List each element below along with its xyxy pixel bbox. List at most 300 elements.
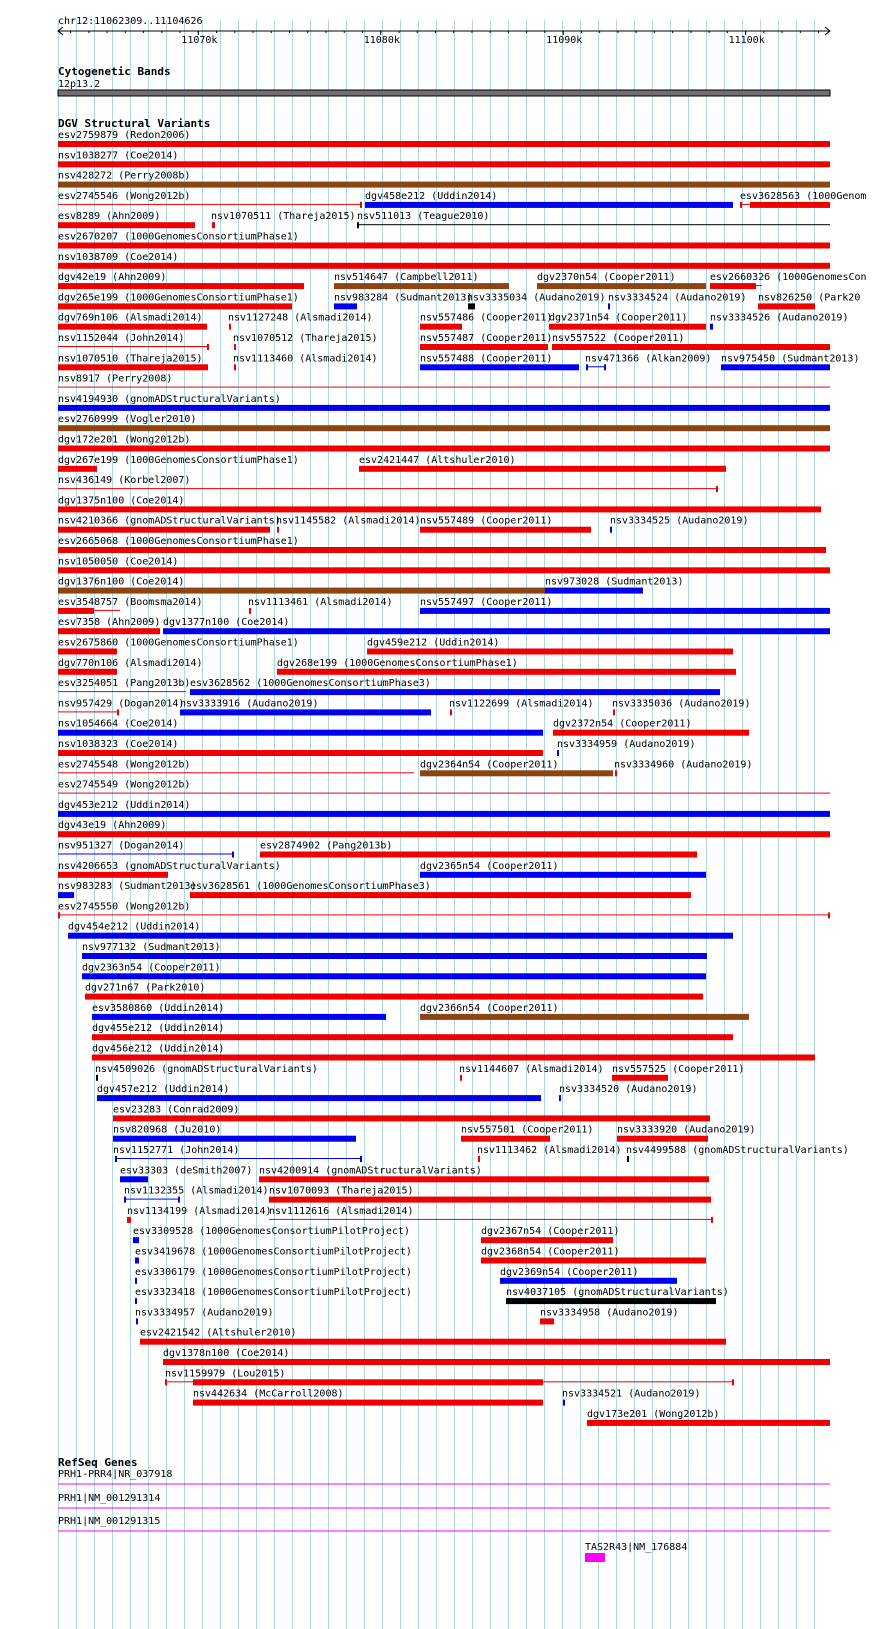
dgv-feature-glyph[interactable] — [500, 1278, 677, 1284]
dgv-feature-glyph[interactable] — [543, 1381, 732, 1382]
dgv-feature-glyph[interactable] — [58, 669, 117, 675]
dgv-feature-glyph[interactable] — [207, 344, 209, 350]
dgv-feature[interactable] — [562, 1389, 700, 1406]
dgv-feature-glyph[interactable] — [612, 1075, 668, 1081]
dgv-feature[interactable] — [58, 861, 281, 878]
dgv-feature-label: dgv2363n54 (Cooper2011) — [82, 962, 221, 974]
dgv-feature-glyph[interactable] — [58, 730, 543, 736]
dgv-feature[interactable] — [248, 597, 393, 614]
refseq-gene[interactable] — [58, 1469, 830, 1484]
dgv-feature-label: esv8289 (Ahn2009) — [58, 211, 161, 223]
dgv-feature-glyph[interactable] — [58, 243, 830, 249]
dgv-feature-glyph[interactable] — [165, 1379, 167, 1385]
dgv-feature[interactable] — [608, 292, 746, 309]
dgv-feature-glyph[interactable] — [721, 364, 830, 370]
dgv-feature-glyph[interactable] — [180, 709, 431, 715]
dgv-feature-glyph[interactable] — [420, 527, 591, 533]
dgv-feature-label: dgv172e201 (Wong2012b) — [58, 434, 191, 446]
dgv-feature[interactable] — [334, 272, 509, 289]
dgv-feature-glyph[interactable] — [193, 1379, 543, 1385]
dgv-feature[interactable] — [58, 191, 362, 208]
dgv-feature[interactable] — [58, 292, 299, 309]
dgv-feature-glyph[interactable] — [135, 1298, 137, 1304]
dgv-feature-glyph[interactable] — [711, 1217, 713, 1223]
dgv-feature-glyph[interactable] — [367, 649, 733, 655]
dgv-feature-glyph[interactable] — [506, 1298, 716, 1304]
dgv-feature[interactable] — [506, 1287, 729, 1304]
dgv-feature-glyph[interactable] — [60, 914, 828, 915]
dgv-feature-glyph[interactable] — [127, 1217, 131, 1223]
dgv-feature-glyph[interactable] — [750, 202, 830, 208]
dgv-feature-glyph[interactable] — [58, 811, 830, 817]
dgv-feature-glyph[interactable] — [563, 1400, 565, 1406]
dgv-feature[interactable] — [334, 292, 472, 309]
dgv-feature[interactable] — [481, 1247, 706, 1264]
dgv-feature-glyph[interactable] — [277, 527, 279, 533]
dgv-feature-glyph[interactable] — [212, 222, 215, 228]
dgv-feature[interactable] — [365, 191, 733, 208]
dgv-feature-label: nsv1112616 (Alsmadi2014) — [269, 1205, 414, 1217]
dgv-feature-glyph[interactable] — [58, 263, 830, 269]
dgv-feature[interactable] — [58, 800, 830, 817]
dgv-feature-glyph[interactable] — [82, 973, 706, 979]
dgv-feature-glyph[interactable] — [115, 1156, 117, 1162]
dgv-feature-glyph[interactable] — [334, 283, 509, 289]
dgv-feature-glyph[interactable] — [468, 303, 475, 309]
ruler-tick-label: 11080k — [363, 35, 400, 46]
dgv-feature[interactable] — [92, 1023, 733, 1040]
dgv-feature-glyph[interactable] — [357, 222, 359, 228]
dgv-feature[interactable] — [58, 232, 830, 249]
dgv-feature-glyph[interactable] — [742, 204, 750, 205]
dgv-feature-label: dgv453e212 (Uddin2014) — [58, 799, 191, 811]
dgv-feature-glyph[interactable] — [58, 793, 830, 794]
dgv-feature[interactable] — [367, 638, 733, 655]
dgv-feature[interactable] — [545, 577, 683, 594]
dgv-feature[interactable] — [58, 719, 543, 736]
dgv-feature-glyph[interactable] — [58, 488, 716, 489]
dgv-feature[interactable] — [710, 313, 848, 330]
dgv-feature[interactable] — [710, 272, 867, 289]
dgv-feature[interactable] — [740, 191, 866, 208]
dgv-feature-list — [58, 130, 867, 1426]
dgv-feature[interactable] — [420, 597, 830, 614]
dgv-feature-glyph[interactable] — [190, 892, 691, 898]
cytoband-bar[interactable] — [58, 90, 830, 96]
dgv-feature[interactable] — [481, 1226, 619, 1243]
dgv-feature-glyph[interactable] — [277, 669, 736, 675]
dgv-feature-glyph[interactable] — [163, 628, 830, 634]
dgv-feature-glyph[interactable] — [58, 364, 208, 370]
dgv-feature-glyph[interactable] — [58, 204, 360, 205]
dgv-feature-label: esv3628561 (1000GenomesConsortiumPhase3) — [190, 881, 431, 893]
dgv-feature-glyph[interactable] — [588, 366, 604, 367]
dgv-feature-glyph[interactable] — [58, 141, 830, 147]
dgv-feature[interactable] — [113, 1125, 356, 1142]
dgv-feature-glyph[interactable] — [259, 1176, 709, 1182]
dgv-feature[interactable] — [190, 881, 691, 898]
dgv-feature-label: dgv455e212 (Uddin2014) — [92, 1023, 225, 1035]
dgv-feature-label: nsv4210366 (gnomADStructuralVariants) — [58, 515, 281, 527]
dgv-feature[interactable] — [135, 1307, 273, 1324]
dgv-feature[interactable] — [260, 841, 697, 858]
dgv-feature-glyph[interactable] — [92, 1014, 386, 1020]
dgv-feature-glyph[interactable] — [92, 1034, 733, 1040]
dgv-feature-label: nsv1113460 (Alsmadi2014) — [233, 353, 378, 365]
dgv-feature-label: dgv2370n54 (Cooper2011) — [537, 272, 676, 284]
dgv-feature-glyph[interactable] — [97, 1095, 541, 1101]
dgv-feature[interactable] — [58, 455, 299, 472]
dgv-feature[interactable] — [58, 374, 830, 388]
dgv-feature-glyph[interactable] — [460, 1075, 462, 1081]
dgv-feature[interactable] — [540, 1307, 678, 1324]
dgv-feature[interactable] — [140, 1328, 726, 1345]
dgv-feature-glyph[interactable] — [58, 691, 186, 692]
dgv-feature-glyph[interactable] — [610, 527, 612, 533]
refseq-gene-exon[interactable] — [585, 1553, 605, 1562]
dgv-feature-glyph[interactable] — [360, 1156, 362, 1162]
dgv-feature-glyph[interactable] — [420, 1014, 749, 1020]
dgv-feature[interactable] — [58, 577, 545, 594]
cytoband-track-title: Cytogenetic Bands — [58, 65, 171, 78]
dgv-feature-glyph[interactable] — [552, 344, 830, 350]
dgv-feature-glyph[interactable] — [420, 872, 706, 878]
dgv-feature-glyph[interactable] — [450, 709, 452, 715]
dgv-feature-glyph[interactable] — [269, 1219, 711, 1220]
dgv-feature-glyph[interactable] — [58, 772, 414, 773]
dgv-feature-label: nsv3334959 (Audano2019) — [557, 739, 696, 750]
dgv-feature[interactable] — [58, 333, 209, 350]
ruler-track — [58, 16, 830, 46]
dgv-feature[interactable] — [58, 516, 281, 533]
dgv-feature-label: esv33303 (deSmith2007) — [120, 1165, 253, 1177]
dgv-feature-glyph[interactable] — [481, 1258, 706, 1264]
dgv-feature[interactable] — [135, 1247, 412, 1264]
dgv-feature-glyph[interactable] — [740, 202, 742, 208]
dgv-feature-glyph[interactable] — [587, 1420, 830, 1426]
dgv-feature[interactable] — [58, 353, 208, 370]
dgv-feature-label: dgv459e212 (Uddin2014) — [367, 637, 500, 649]
dgv-feature-glyph[interactable] — [193, 1400, 543, 1406]
dgv-feature-glyph[interactable] — [478, 1156, 480, 1162]
dgv-feature-glyph[interactable] — [163, 1359, 830, 1365]
dgv-feature-label: nsv557501 (Cooper2011) — [461, 1124, 594, 1136]
dgv-feature[interactable] — [58, 313, 207, 330]
dgv-feature-glyph[interactable] — [96, 1075, 98, 1081]
dgv-feature[interactable] — [135, 1267, 412, 1284]
dgv-feature[interactable] — [587, 1409, 830, 1426]
dgv-feature-glyph[interactable] — [58, 608, 94, 614]
dgv-feature-label: nsv557522 (Cooper2011) — [552, 333, 685, 344]
dgv-feature-glyph[interactable] — [120, 1176, 148, 1182]
dgv-feature-glyph[interactable] — [58, 405, 830, 411]
dgv-feature[interactable] — [420, 1003, 749, 1020]
dgv-feature-glyph[interactable] — [140, 1339, 726, 1345]
dgv-feature-glyph[interactable] — [758, 303, 815, 309]
dgv-feature-glyph[interactable] — [124, 1197, 126, 1203]
dgv-feature-label: esv3419678 (1000GenomesConsortiumPilotProject) — [135, 1246, 412, 1258]
dgv-feature-glyph[interactable] — [58, 588, 545, 594]
dgv-feature[interactable] — [277, 658, 736, 675]
dgv-feature[interactable] — [58, 617, 160, 634]
dgv-feature-glyph[interactable] — [334, 303, 357, 309]
dgv-feature-glyph[interactable] — [234, 364, 236, 370]
dgv-feature-glyph[interactable] — [133, 1237, 139, 1243]
dgv-feature[interactable] — [420, 313, 552, 330]
dgv-feature[interactable] — [420, 353, 579, 370]
dgv-feature-glyph[interactable] — [94, 610, 120, 611]
dgv-feature[interactable] — [163, 1348, 830, 1365]
dgv-feature-glyph[interactable] — [716, 486, 718, 492]
dgv-feature[interactable] — [721, 353, 859, 370]
dgv-feature-glyph[interactable] — [58, 872, 168, 878]
dgv-feature-glyph[interactable] — [549, 324, 706, 330]
dgv-feature-label: dgv2372n54 (Cooper2011) — [553, 718, 692, 730]
dgv-feature-glyph[interactable] — [135, 1258, 139, 1264]
dgv-feature[interactable] — [420, 516, 591, 533]
dgv-feature-glyph[interactable] — [58, 446, 830, 452]
dgv-feature[interactable] — [612, 698, 750, 715]
dgv-feature[interactable] — [85, 983, 703, 1000]
dgv-feature-glyph[interactable] — [82, 953, 707, 959]
dgv-feature[interactable] — [58, 901, 830, 918]
dgv-feature-glyph[interactable] — [481, 1237, 613, 1243]
dgv-feature[interactable] — [58, 211, 195, 228]
dgv-feature-glyph[interactable] — [126, 1199, 178, 1200]
dgv-feature[interactable] — [58, 638, 299, 655]
dgv-feature-glyph[interactable] — [613, 709, 615, 715]
dgv-feature[interactable] — [537, 272, 706, 289]
dgv-feature[interactable] — [58, 272, 304, 289]
dgv-feature-glyph[interactable] — [117, 709, 119, 715]
dgv-feature-glyph[interactable] — [828, 912, 830, 918]
dgv-feature-label: nsv4499588 (gnomADStructuralVariants) — [626, 1145, 849, 1156]
dgv-feature-glyph[interactable] — [58, 387, 830, 388]
dgv-feature-glyph[interactable] — [117, 1158, 360, 1159]
dgv-feature-glyph[interactable] — [58, 567, 830, 573]
dgv-feature-label: nsv1152771 (John2014) — [113, 1145, 240, 1156]
dgv-feature[interactable] — [552, 333, 830, 350]
dgv-feature-glyph[interactable] — [617, 1136, 708, 1142]
dgv-feature[interactable] — [58, 759, 414, 773]
dgv-feature-label: nsv820968 (Ju2010) — [113, 1124, 222, 1136]
dgv-feature[interactable] — [211, 211, 356, 228]
dgv-feature[interactable] — [549, 313, 706, 330]
dgv-feature-glyph[interactable] — [58, 161, 830, 167]
dgv-feature[interactable] — [233, 333, 378, 350]
dgv-feature-glyph[interactable] — [58, 854, 232, 855]
dgv-feature-glyph[interactable] — [135, 1278, 137, 1284]
dgv-feature[interactable] — [58, 841, 234, 858]
dgv-feature-glyph[interactable] — [359, 466, 726, 472]
dgv-feature[interactable] — [58, 556, 830, 573]
dgv-feature-glyph[interactable] — [58, 750, 543, 756]
dgv-feature-glyph[interactable] — [586, 364, 588, 370]
dgv-feature[interactable] — [449, 698, 594, 715]
dgv-feature-glyph[interactable] — [420, 324, 462, 330]
dgv-feature-label: esv2665068 (1000GenomesConsortiumPhase1) — [58, 536, 299, 547]
dgv-feature-label: dgv2369n54 (Cooper2011) — [500, 1266, 639, 1278]
dgv-feature-glyph[interactable] — [627, 1156, 629, 1162]
dgv-feature[interactable] — [58, 435, 830, 452]
dgv-feature-label: esv3309528 (1000GenomesConsortiumPilotProject) — [133, 1226, 410, 1238]
dgv-feature-glyph[interactable] — [58, 547, 826, 553]
dgv-feature-glyph[interactable] — [58, 628, 160, 634]
dgv-feature[interactable] — [135, 1287, 412, 1304]
dgv-feature[interactable] — [259, 1165, 709, 1182]
dgv-feature[interactable] — [58, 475, 718, 492]
dgv-feature[interactable] — [610, 516, 748, 533]
dgv-feature-glyph[interactable] — [113, 1136, 356, 1142]
dgv-feature-glyph[interactable] — [58, 527, 270, 533]
dgv-feature[interactable] — [58, 739, 543, 756]
dgv-feature[interactable] — [585, 353, 711, 370]
dgv-feature[interactable] — [58, 171, 830, 188]
dgv-feature-glyph[interactable] — [249, 608, 251, 614]
dgv-feature-label: dgv2365n54 (Cooper2011) — [420, 860, 559, 872]
dgv-feature-glyph[interactable] — [232, 852, 234, 858]
dgv-feature[interactable] — [500, 1267, 677, 1284]
dgv-feature[interactable] — [477, 1145, 622, 1162]
dgv-feature-glyph[interactable] — [58, 222, 195, 228]
dgv-feature-glyph[interactable] — [58, 912, 60, 918]
dgv-feature-glyph[interactable] — [58, 711, 117, 712]
dgv-feature[interactable] — [97, 1084, 541, 1101]
dgv-feature-glyph[interactable] — [540, 1318, 554, 1324]
dgv-feature-glyph[interactable] — [710, 283, 756, 289]
dgv-feature-glyph[interactable] — [420, 364, 579, 370]
dgv-feature[interactable] — [559, 1084, 697, 1101]
dgv-feature-glyph[interactable] — [58, 182, 830, 188]
dgv-feature-glyph[interactable] — [420, 608, 830, 614]
dgv-feature-glyph[interactable] — [557, 750, 559, 756]
dgv-feature-label: nsv1038709 (Coe2014) — [58, 251, 179, 263]
dgv-feature-glyph[interactable] — [365, 202, 733, 208]
dgv-feature[interactable] — [133, 1226, 410, 1243]
dgv-feature-glyph[interactable] — [359, 224, 830, 225]
dgv-feature-glyph[interactable] — [136, 1318, 138, 1324]
dgv-feature-label: dgv265e199 (1000GenomesConsortiumPhase1) — [58, 292, 299, 304]
dgv-feature-glyph[interactable] — [360, 202, 362, 208]
dgv-feature[interactable] — [459, 1064, 604, 1081]
dgv-feature-glyph[interactable] — [190, 689, 720, 695]
dgv-feature[interactable] — [461, 1125, 593, 1142]
dgv-feature-label: nsv975450 (Sudmant2013) — [721, 353, 860, 365]
dgv-feature-label: dgv271n67 (Park2010) — [85, 982, 206, 994]
dgv-feature-glyph[interactable] — [58, 892, 74, 898]
dgv-feature[interactable] — [228, 313, 373, 330]
dgv-feature[interactable] — [58, 678, 190, 692]
dgv-feature[interactable] — [113, 1104, 710, 1121]
dgv-feature-glyph[interactable] — [608, 303, 610, 309]
dgv-feature-label: nsv1070510 (Thareja2015) — [58, 353, 203, 365]
dgv-feature-glyph[interactable] — [756, 285, 762, 286]
dgv-feature[interactable] — [58, 820, 830, 837]
dgv-feature-glyph[interactable] — [260, 852, 697, 858]
dgv-feature[interactable] — [113, 1145, 362, 1162]
dgv-feature-glyph[interactable] — [113, 1115, 710, 1121]
dgv-feature[interactable] — [553, 719, 749, 736]
dgv-feature-glyph[interactable] — [58, 303, 292, 309]
dgv-feature[interactable] — [58, 394, 830, 411]
refseq-gene[interactable] — [58, 1516, 830, 1531]
refseq-gene[interactable] — [585, 1542, 687, 1562]
dgv-feature-glyph[interactable] — [234, 344, 236, 350]
dgv-feature[interactable] — [95, 1064, 318, 1081]
dgv-feature[interactable] — [58, 252, 830, 269]
dgv-feature-glyph[interactable] — [461, 1136, 550, 1142]
dgv-feature-glyph[interactable] — [68, 933, 733, 939]
dgv-feature-glyph[interactable] — [178, 1197, 180, 1203]
dgv-feature[interactable] — [120, 1165, 252, 1182]
dgv-feature[interactable] — [758, 292, 860, 309]
dgv-feature[interactable] — [58, 130, 830, 147]
dgv-feature-glyph[interactable] — [732, 1379, 734, 1385]
dgv-feature-glyph[interactable] — [420, 344, 548, 350]
dgv-feature[interactable] — [58, 414, 830, 431]
dgv-feature[interactable] — [420, 759, 613, 776]
dgv-feature[interactable] — [467, 292, 605, 309]
dgv-feature[interactable] — [163, 617, 830, 634]
dgv-feature-glyph[interactable] — [58, 324, 207, 330]
dgv-feature-glyph[interactable] — [420, 770, 613, 776]
dgv-feature-label: nsv428272 (Perry2008b) — [58, 170, 191, 182]
dgv-feature-glyph[interactable] — [269, 1197, 711, 1203]
dgv-feature-glyph[interactable] — [92, 1055, 815, 1061]
dgv-feature-glyph[interactable] — [58, 506, 821, 512]
dgv-feature-glyph[interactable] — [58, 831, 830, 837]
dgv-feature[interactable] — [58, 881, 196, 898]
dgv-feature[interactable] — [58, 150, 830, 167]
dgv-feature-glyph[interactable] — [167, 1381, 193, 1382]
dgv-feature[interactable] — [124, 1186, 269, 1203]
dgv-feature[interactable] — [165, 1368, 734, 1385]
dgv-feature-glyph[interactable] — [559, 1095, 561, 1101]
dgv-feature[interactable] — [357, 211, 830, 228]
dgv-feature[interactable] — [233, 353, 378, 370]
dgv-feature-glyph[interactable] — [710, 324, 713, 330]
dgv-feature[interactable] — [617, 1125, 755, 1142]
dgv-feature[interactable] — [82, 942, 707, 959]
dgv-feature[interactable] — [58, 536, 826, 553]
dgv-feature-glyph[interactable] — [58, 649, 117, 655]
dgv-feature-label: nsv4206653 (gnomADStructuralVariants) — [58, 860, 281, 872]
dgv-feature[interactable] — [82, 962, 706, 979]
refseq-gene[interactable] — [58, 1493, 830, 1508]
dgv-feature-label: nsv1159979 (Lou2015) — [165, 1368, 286, 1380]
dgv-feature-glyph[interactable] — [229, 324, 231, 330]
dgv-feature-label: esv3323418 (1000GenomesConsortiumPilotProject) — [135, 1287, 412, 1299]
dgv-feature-glyph[interactable] — [537, 283, 706, 289]
dgv-feature-glyph[interactable] — [545, 588, 643, 594]
dgv-feature[interactable] — [58, 780, 830, 794]
dgv-feature[interactable] — [557, 739, 695, 756]
dgv-feature[interactable] — [276, 516, 421, 533]
dgv-feature[interactable] — [626, 1145, 849, 1162]
dgv-feature-glyph[interactable] — [58, 346, 207, 347]
dgv-feature-glyph[interactable] — [58, 283, 304, 289]
dgv-feature-glyph[interactable] — [615, 770, 617, 776]
dgv-feature[interactable] — [420, 333, 552, 350]
dgv-feature-label: nsv957429 (Dogan2014) — [58, 698, 185, 710]
dgv-feature-label: nsv1070511 (Thareja2015) — [211, 211, 356, 223]
dgv-feature-glyph[interactable] — [58, 425, 830, 431]
dgv-feature-glyph[interactable] — [604, 364, 606, 370]
dgv-feature[interactable] — [180, 698, 431, 715]
dgv-feature-glyph[interactable] — [553, 730, 749, 736]
dgv-feature-glyph[interactable] — [58, 466, 97, 472]
dgv-feature-glyph[interactable] — [85, 994, 703, 1000]
